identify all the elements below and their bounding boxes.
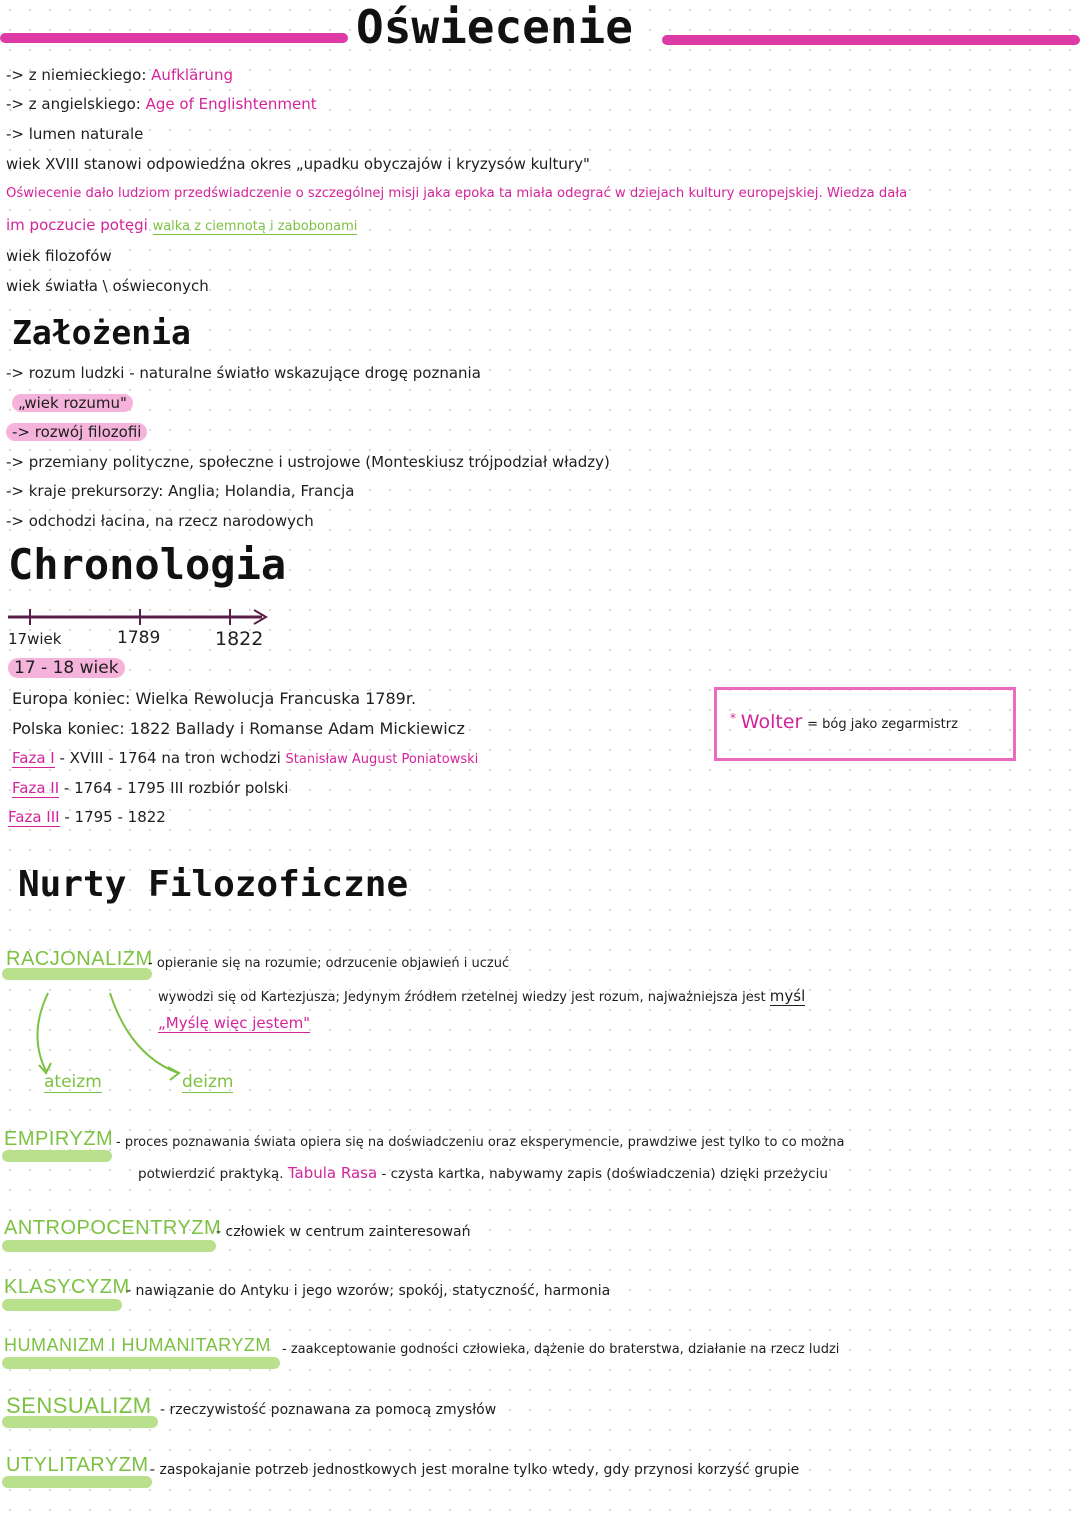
- chronology-europe: Europa koniec: Wielka Rewolucja Francuska 1789r.: [12, 689, 417, 708]
- utylitaryzm-term: UTYLITARYZM: [6, 1454, 149, 1476]
- empiryzm-highlight: [2, 1150, 112, 1162]
- empiryzm-line-2-key: Tabula Rasa: [287, 1164, 378, 1182]
- assumption-item-5: -> kraje prekursorzy: Anglia; Holandia, Francja: [6, 482, 355, 500]
- branch-ateizm-text: ateizm: [44, 1072, 102, 1092]
- wolter-note: [730, 711, 958, 733]
- title-bar-left: [0, 33, 348, 43]
- timeline-label-1: 17wiek: [8, 630, 62, 648]
- wolter-note-text: = bóg jako zegarmistrz: [807, 717, 958, 732]
- intro-line-2-prefix: -> z angielskiego:: [6, 95, 141, 113]
- racjonalizm-term: RACJONALIZM: [6, 948, 153, 970]
- chronology-period: [8, 658, 125, 678]
- intro-line-6: [6, 216, 357, 234]
- timeline-label-3: 1822: [215, 628, 264, 650]
- intro-line-1: [6, 66, 233, 84]
- klasycyzm-text: - nawiązanie do Antyku i jego wzorów; spokój, statyczność, harmonia: [126, 1283, 611, 1299]
- intro-line-2-value: Age of Englishtenment: [145, 95, 317, 113]
- empiryzm-line-2-suffix: - czysta kartka, nabywamy zapis (doświadczenia) dzięki przeżyciu: [381, 1166, 828, 1182]
- branch-ateizm: [44, 1072, 102, 1092]
- timeline-label-2: 1789: [117, 628, 161, 648]
- timeline-arrow: [0, 604, 280, 630]
- antropocentryzm-text: - człowiek w centrum zainteresowań: [216, 1224, 471, 1240]
- racjonalizm-line-2-text: wywodzi się od Kartezjusza; Jedynym źródłem rzetelnej wiedzy jest rozum, najważniejsza jest: [158, 990, 766, 1005]
- assumption-item-2-text: „wiek rozumu": [12, 394, 133, 412]
- empiryzm-line-2-prefix: potwierdzić praktyką.: [138, 1166, 284, 1182]
- phase-3-label: Faza III: [8, 808, 60, 826]
- phase-3: [8, 808, 166, 826]
- phase-1-extra: Stanisław August Poniatowski: [285, 752, 479, 767]
- intro-line-7: wiek filozofów: [6, 247, 112, 265]
- chronology-period-text: 17 - 18 wiek: [8, 658, 125, 678]
- phase-2-label: Faza II: [12, 779, 60, 797]
- intro-line-4: wiek XVIII stanowi odpowiedźna okres „upadku obyczajów i kryzysów kultury": [6, 155, 590, 173]
- klasycyzm-term: KLASYCYZM: [4, 1276, 130, 1298]
- klasycyzm-highlight: [2, 1299, 122, 1311]
- intro-line-1-value: Aufklärung: [151, 66, 233, 84]
- racjonalizm-line-1: - opieranie się na rozumie; odrzucenie objawień i uczuć: [148, 956, 510, 971]
- branch-deizm-text: deizm: [182, 1072, 234, 1092]
- philosophy-heading: Nurty Filozoficzne: [18, 864, 409, 905]
- chronology-heading: Chronologia: [8, 540, 287, 589]
- humanizm-term: HUMANIZM I HUMANITARYZM: [4, 1335, 271, 1355]
- phase-2: [12, 779, 288, 797]
- page-title: Oświecenie: [356, 0, 633, 54]
- branch-line-right: [110, 993, 178, 1073]
- racjonalizm-line-2: [158, 987, 805, 1005]
- assumption-item-3: [6, 423, 147, 441]
- sensualizm-term: SENSUALIZM: [6, 1393, 152, 1418]
- phase-2-text: - 1764 - 1795 III rozbiór polski: [63, 779, 289, 797]
- empiryzm-term: EMPIRYZM: [4, 1128, 114, 1150]
- intro-line-6-prefix: im poczucie potęgi: [6, 216, 148, 234]
- antropocentryzm-highlight: [2, 1240, 216, 1252]
- assumption-item-2: [12, 394, 133, 412]
- wolter-note-star: *: [730, 711, 736, 725]
- humanizm-text: - zaakceptowanie godności człowieka, dążenie do braterstwa, działanie na rzecz ludzi: [282, 1342, 840, 1357]
- assumptions-heading: Założenia: [12, 313, 191, 352]
- empiryzm-line-1: - proces poznawania świata opiera się na doświadczeniu oraz eksperymencie, prawdziwe jest tylko to co można: [116, 1135, 845, 1150]
- empiryzm-line-2: [138, 1164, 828, 1182]
- assumption-item-1: -> rozum ludzki - naturalne światło wskazujące drogę poznania: [6, 364, 481, 382]
- title-bar-right: [662, 35, 1080, 45]
- phase-1-label: Faza I: [12, 749, 55, 767]
- assumption-item-3-text: -> rozwój filozofii: [6, 423, 147, 441]
- intro-line-1-prefix: -> z niemieckiego:: [6, 66, 147, 84]
- racjonalizm-line-2-key: myśl: [769, 987, 806, 1005]
- antropocentryzm-term: ANTROPOCENTRYZM: [4, 1217, 222, 1239]
- intro-line-6-green: walka z ciemnotą i zabobonami: [152, 219, 358, 234]
- phase-3-text: - 1795 - 1822: [64, 808, 166, 826]
- utylitaryzm-highlight: [2, 1476, 152, 1488]
- chronology-poland: Polska koniec: 1822 Ballady i Romanse Adam Mickiewicz: [12, 719, 465, 738]
- branch-line-left: [37, 993, 48, 1071]
- phase-1-text: - XVIII - 1764 na tron wchodzi: [59, 749, 281, 767]
- phase-1: [12, 749, 478, 767]
- intro-line-8: wiek światła \ oświeconych: [6, 277, 209, 295]
- sensualizm-text: - rzeczywistość poznawana za pomocą zmysłów: [160, 1402, 497, 1418]
- branch-deizm: [182, 1072, 233, 1092]
- branch-arrow-right: [168, 1067, 179, 1080]
- racjonalizm-branches: [20, 985, 190, 1085]
- intro-line-5: Oświecenie dało ludziom przedświadczenie o szczególnej misji jaka epoka ta miała odegrać w dziejach kultury europejskiej. Wiedza dała: [6, 186, 908, 201]
- intro-line-3: -> lumen naturale: [6, 125, 144, 143]
- utylitaryzm-text: - zaspokajanie potrzeb jednostkowych jest moralne tylko wtedy, gdy przynosi korzyść grupie: [150, 1462, 800, 1478]
- humanizm-highlight: [2, 1357, 280, 1369]
- wolter-note-name: Wolter: [740, 711, 803, 733]
- assumption-item-4: -> przemiany polityczne, społeczne i ustrojowe (Monteskiusz trójpodział władzy): [6, 453, 610, 471]
- racjonalizm-quote-text: „Myślę więc jestem": [158, 1014, 311, 1032]
- intro-line-2: [6, 95, 317, 113]
- assumption-item-6: -> odchodzi łacina, na rzecz narodowych: [6, 512, 314, 530]
